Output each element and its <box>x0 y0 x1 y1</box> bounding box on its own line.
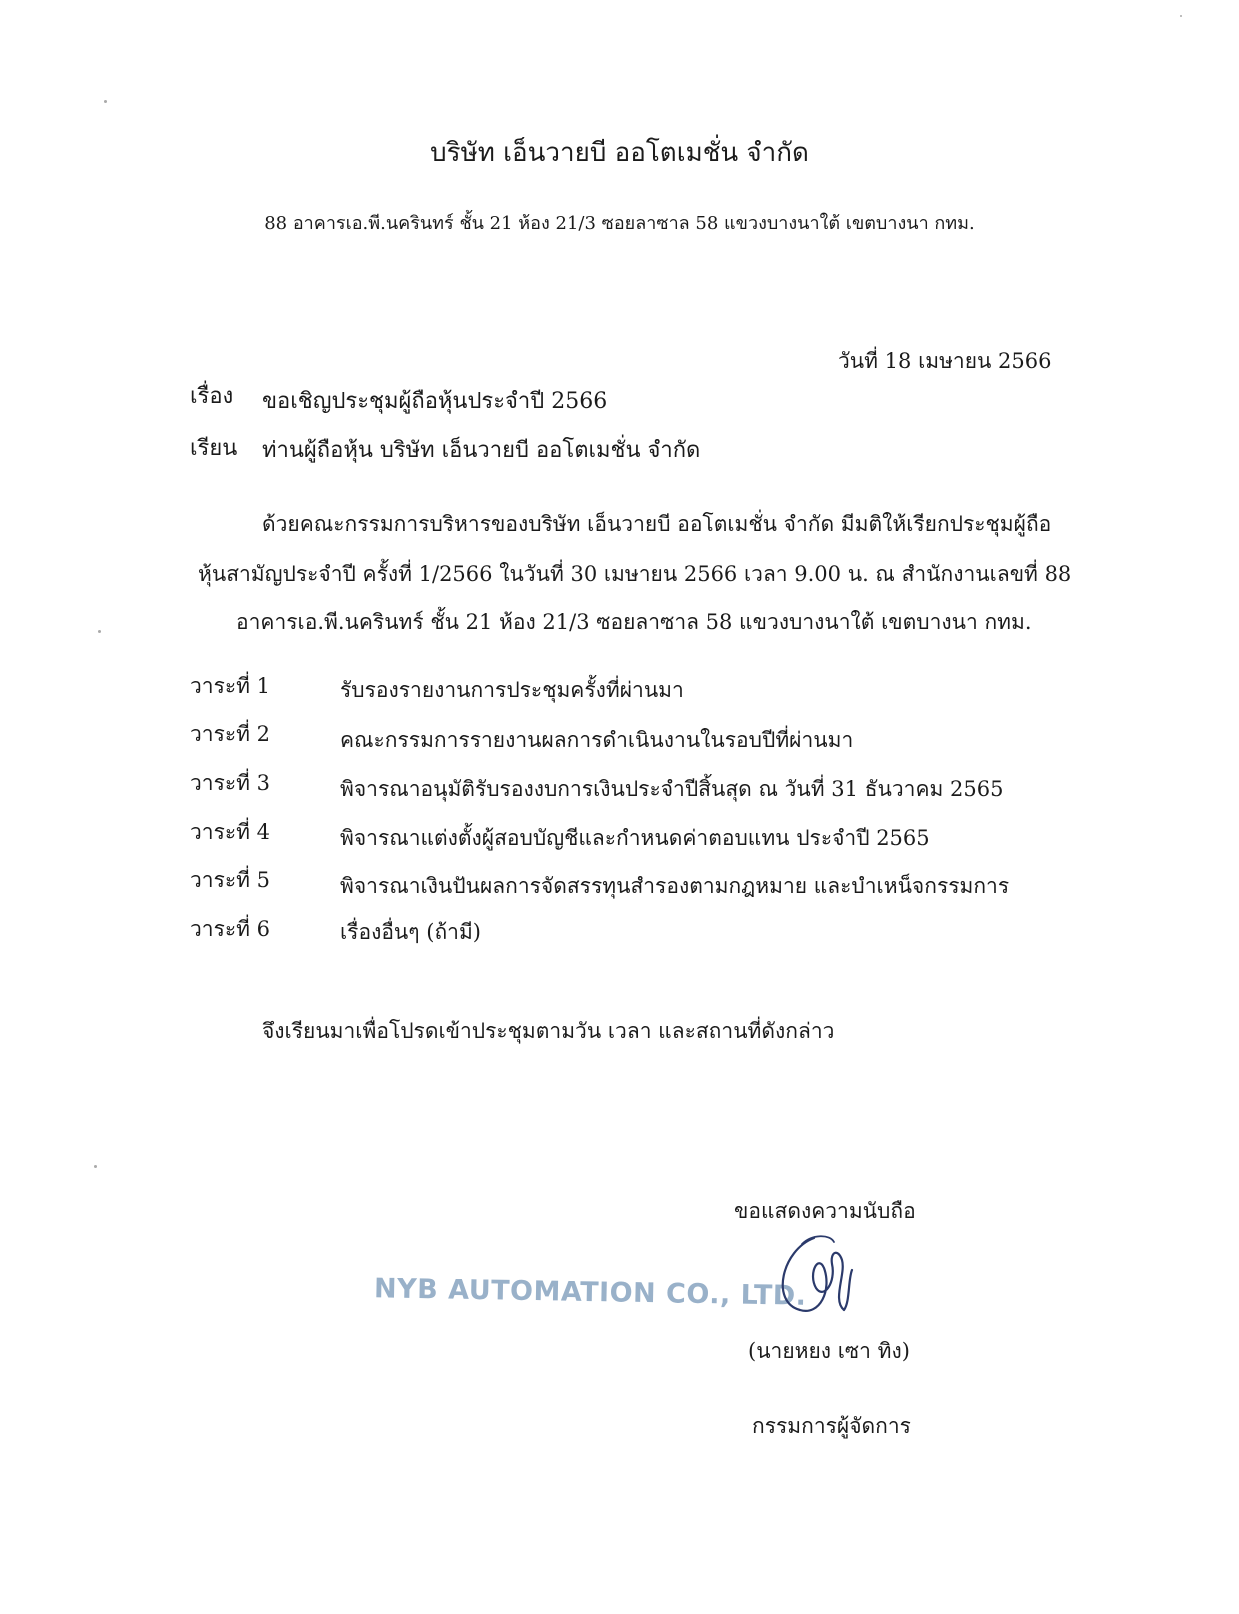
subject-text: ขอเชิญประชุมผู้ถือหุ้นประจำปี 2566 <box>262 389 608 414</box>
agenda-item: รับรองรายงานการประชุมครั้งที่ผ่านมา <box>340 678 684 702</box>
agenda-item: พิจารณาเงินปันผลการจัดสรรทุนสำรองตามกฎหมาย และบำเหน็จกรรมการ <box>340 874 1010 898</box>
recipient-label: เรียน <box>190 436 238 461</box>
regards-text: ขอแสดงความนับถือ <box>734 1199 916 1223</box>
agenda-label: วาระที่ 1 <box>190 674 271 698</box>
company-name: บริษัท เอ็นวายบี ออโตเมชั่น จำกัด <box>430 138 809 168</box>
agenda-label: วาระที่ 2 <box>190 722 271 746</box>
recipient-text: ท่านผู้ถือหุ้น บริษัท เอ็นวายบี ออโตเมชั่น จำกัด <box>262 438 701 463</box>
agenda-label: วาระที่ 3 <box>190 771 271 795</box>
agenda-label: วาระที่ 6 <box>190 917 271 941</box>
signer-position: กรรมการผู้จัดการ <box>752 1414 911 1438</box>
agenda-item: คณะกรรมการรายงานผลการดำเนินงานในรอบปีที่ผ่านมา <box>340 728 854 752</box>
subject-label: เรื่อง <box>190 384 234 409</box>
company-stamp: NYB AUTOMATION CO., LTD. <box>373 1273 807 1312</box>
agenda-item: พิจารณาแต่งตั้งผู้สอบบัญชีและกำหนดค่าตอบแทน ประจำปี 2565 <box>340 826 930 850</box>
company-address: 88 อาคารเอ.พี.นครินทร์ ชั้น 21 ห้อง 21/3 ซอยลาซาล 58 แขวงบางนาใต้ เขตบางนา กทม. <box>264 213 975 234</box>
agenda-label: วาระที่ 4 <box>190 820 271 844</box>
body-line-1: ด้วยคณะกรรมการบริหารของบริษัท เอ็นวายบี ออโตเมชั่น จำกัด มีมติให้เรียกประชุมผู้ถือ <box>262 512 1052 536</box>
body-line-2: หุ้นสามัญประจำปี ครั้งที่ 1/2566 ในวันที่ 30 เมษายน 2566 เวลา 9.00 น. ณ สำนักงานเลขที่ 88 <box>198 562 1072 586</box>
closing-line: จึงเรียนมาเพื่อโปรดเข้าประชุมตามวัน เวลา และสถานที่ดังกล่าว <box>262 1019 835 1043</box>
agenda-label: วาระที่ 5 <box>190 868 271 892</box>
signature-image <box>772 1230 882 1320</box>
body-line-3: อาคารเอ.พี.นครินทร์ ชั้น 21 ห้อง 21/3 ซอยลาซาล 58 แขวงบางนาใต้ เขตบางนา กทม. <box>236 610 1032 634</box>
letter-date: วันที่ 18 เมษายน 2566 <box>838 349 1052 373</box>
agenda-item: เรื่องอื่นๆ (ถ้ามี) <box>340 920 481 944</box>
signer-name: (นายหยง เซา ทิง) <box>748 1339 910 1363</box>
agenda-item: พิจารณาอนุมัติรับรองงบการเงินประจำปีสิ้นสุด ณ วันที่ 31 ธันวาคม 2565 <box>340 777 1004 801</box>
